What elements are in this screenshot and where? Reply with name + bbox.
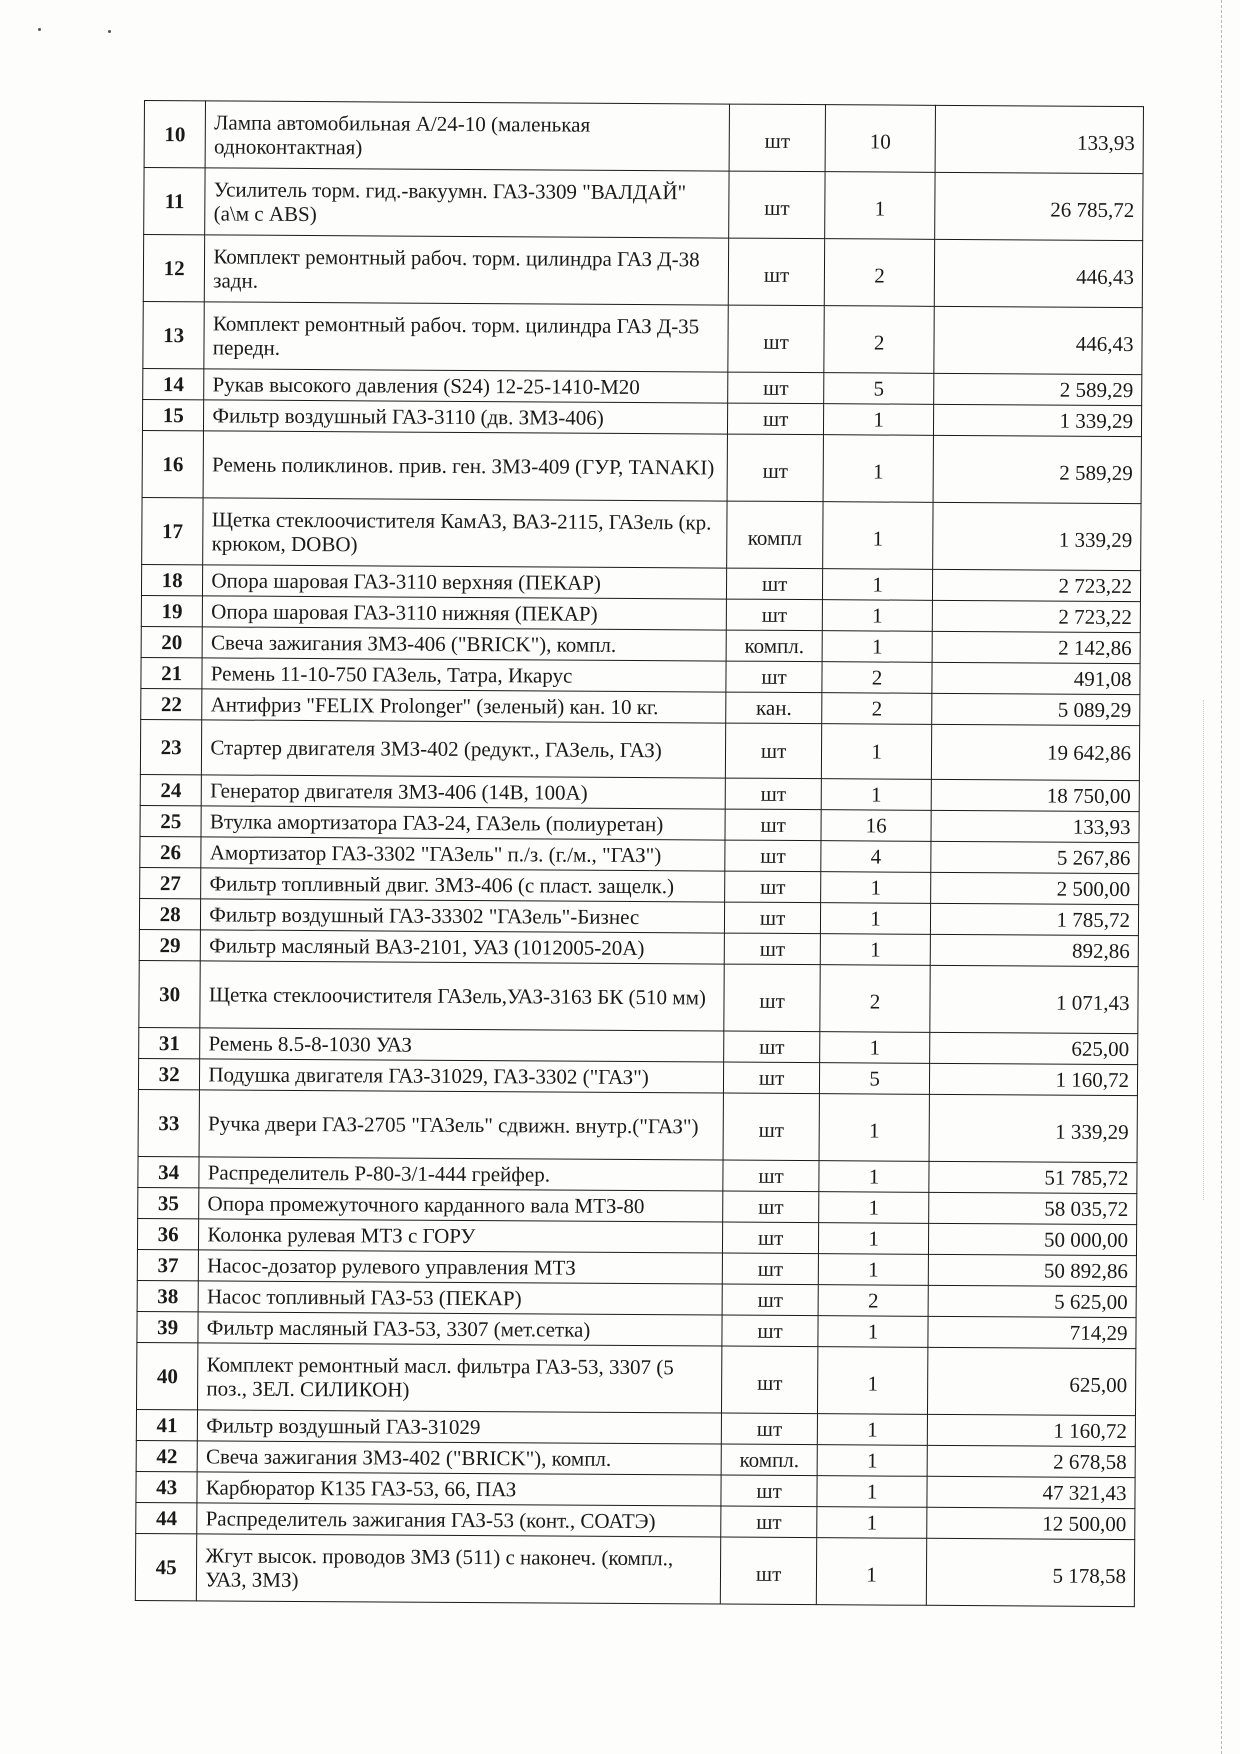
row-number-cell: 23 bbox=[140, 719, 202, 774]
unit-cell: шт bbox=[726, 599, 823, 631]
item-name-cell: Втулка амортизатора ГАЗ-24, ГАЗель (полиуретан) bbox=[201, 806, 725, 840]
item-name-cell: Щетка стеклоочистителя КамАЗ, ВАЗ-2115, ГАЗель (кр. крюком, DOBO) bbox=[203, 498, 727, 568]
item-name-cell: Распределитель зажигания ГАЗ-53 (конт., СОАТЭ) bbox=[197, 1503, 721, 1537]
quantity-cell: 1 bbox=[817, 1507, 927, 1539]
price-cell: 133,93 bbox=[931, 810, 1139, 842]
item-name-cell: Опора шаровая ГАЗ-3110 верхняя (ПЕКАР) bbox=[203, 565, 727, 599]
price-cell: 133,93 bbox=[935, 105, 1144, 173]
item-name-cell: Ремень 8.5-8-1030 УАЗ bbox=[200, 1028, 724, 1062]
quantity-cell: 2 bbox=[822, 662, 932, 694]
price-cell: 446,43 bbox=[934, 306, 1143, 374]
price-cell: 12 500,00 bbox=[927, 1507, 1135, 1539]
unit-cell: шт bbox=[726, 661, 823, 693]
quantity-cell: 16 bbox=[821, 810, 931, 842]
quantity-cell: 1 bbox=[822, 631, 932, 663]
unit-cell: шт bbox=[725, 871, 822, 903]
item-name-cell: Стартер двигателя ЗМЗ-402 (редукт., ГАЗель, ГАЗ) bbox=[202, 720, 726, 778]
row-number-cell: 26 bbox=[140, 836, 202, 867]
row-number-cell: 15 bbox=[142, 399, 204, 430]
parts-table-body bbox=[135, 101, 1143, 1607]
price-cell: 19 642,86 bbox=[931, 724, 1139, 780]
quantity-cell: 1 bbox=[819, 1254, 929, 1286]
row-number-cell: 29 bbox=[139, 929, 201, 960]
quantity-cell: 1 bbox=[817, 1538, 927, 1606]
unit-cell: шт bbox=[724, 1031, 821, 1063]
price-cell: 2 589,29 bbox=[933, 435, 1142, 503]
item-name-cell: Амортизатор ГАЗ-3302 "ГАЗель" п./з. (г./м., "ГАЗ") bbox=[201, 837, 725, 871]
price-cell: 2 723,22 bbox=[932, 600, 1140, 632]
row-number-cell: 17 bbox=[142, 497, 204, 564]
price-cell: 50 892,86 bbox=[928, 1254, 1136, 1286]
price-cell: 714,29 bbox=[928, 1316, 1136, 1348]
item-name-cell: Опора промежуточного карданного вала МТЗ-80 bbox=[199, 1188, 723, 1222]
unit-cell: шт bbox=[725, 809, 822, 841]
quantity-cell: 1 bbox=[819, 1192, 929, 1224]
parts-table bbox=[135, 100, 1144, 1607]
item-name-cell: Фильтр масляный ВАЗ-2101, УАЗ (1012005-20А) bbox=[201, 930, 725, 964]
row-number-cell: 34 bbox=[138, 1156, 200, 1187]
item-name-cell: Фильтр топливный двиг. ЗМЗ-406 (с пласт. защелк.) bbox=[201, 868, 725, 902]
row-number-cell: 27 bbox=[140, 867, 202, 898]
quantity-cell: 1 bbox=[819, 1094, 929, 1162]
row-number-cell: 32 bbox=[138, 1058, 200, 1089]
item-name-cell: Опора шаровая ГАЗ-3110 нижняя (ПЕКАР) bbox=[203, 596, 727, 630]
quantity-cell: 1 bbox=[823, 435, 933, 503]
unit-cell: шт bbox=[725, 778, 822, 810]
row-number-cell: 43 bbox=[136, 1471, 198, 1502]
unit-cell: шт bbox=[729, 171, 826, 239]
row-number-cell: 19 bbox=[141, 595, 203, 626]
item-name-cell: Ручка двери ГАЗ-2705 "ГАЗель" сдвижн. внутр.("ГАЗ") bbox=[199, 1090, 723, 1160]
quantity-cell: 5 bbox=[820, 1063, 930, 1095]
price-cell: 58 035,72 bbox=[928, 1192, 1136, 1224]
unit-cell: шт bbox=[725, 723, 822, 779]
unit-cell: шт bbox=[724, 964, 821, 1032]
unit-cell: компл. bbox=[721, 1444, 818, 1476]
price-cell: 51 785,72 bbox=[929, 1161, 1137, 1193]
unit-cell: шт bbox=[723, 1062, 820, 1094]
item-name-cell: Жгут высок. проводов ЗМЗ (511) с наконеч. (компл., УАЗ, ЗМЗ) bbox=[197, 1534, 721, 1604]
quantity-cell: 1 bbox=[821, 934, 931, 966]
price-cell: 50 000,00 bbox=[928, 1223, 1136, 1255]
row-number-cell: 33 bbox=[138, 1089, 200, 1156]
price-cell: 446,43 bbox=[934, 239, 1143, 307]
price-cell: 1 339,29 bbox=[932, 502, 1141, 570]
row-number-cell: 14 bbox=[143, 368, 205, 399]
quantity-cell: 2 bbox=[820, 965, 930, 1033]
quantity-cell: 1 bbox=[824, 404, 934, 436]
unit-cell: шт bbox=[724, 902, 821, 934]
quantity-cell: 1 bbox=[817, 1476, 927, 1508]
quantity-cell: 1 bbox=[823, 502, 933, 570]
unit-cell: шт bbox=[724, 933, 821, 965]
row-number-cell: 22 bbox=[141, 688, 203, 719]
unit-cell: шт bbox=[728, 238, 825, 306]
price-cell: 2 723,22 bbox=[932, 569, 1140, 601]
quantity-cell: 2 bbox=[822, 693, 932, 725]
table-row bbox=[143, 235, 1142, 308]
price-cell: 1 160,72 bbox=[929, 1063, 1137, 1095]
quantity-cell: 1 bbox=[818, 1316, 928, 1348]
item-name-cell: Колонка рулевая МТЗ с ГОРУ bbox=[199, 1219, 723, 1253]
unit-cell: шт bbox=[721, 1346, 818, 1414]
scan-speck bbox=[108, 30, 111, 33]
item-name-cell: Ремень поликлинов. прив. ген. ЗМЗ-409 (ГУР, TANAKI) bbox=[203, 431, 727, 501]
price-cell: 1 160,72 bbox=[927, 1414, 1135, 1446]
row-number-cell: 45 bbox=[135, 1533, 197, 1600]
row-number-cell: 41 bbox=[136, 1409, 198, 1440]
row-number-cell: 31 bbox=[139, 1027, 201, 1058]
row-number-cell: 42 bbox=[136, 1440, 198, 1471]
unit-cell: шт bbox=[729, 104, 826, 172]
price-cell: 1 071,43 bbox=[930, 965, 1139, 1033]
price-cell: 5 267,86 bbox=[931, 841, 1139, 873]
price-cell: 892,86 bbox=[930, 934, 1138, 966]
row-number-cell: 24 bbox=[140, 774, 202, 805]
unit-cell: шт bbox=[720, 1537, 817, 1605]
unit-cell: шт bbox=[727, 403, 824, 435]
item-name-cell: Насос топливный ГАЗ-53 (ПЕКАР) bbox=[198, 1281, 722, 1315]
row-number-cell: 13 bbox=[143, 301, 205, 368]
row-number-cell: 12 bbox=[143, 235, 205, 302]
item-name-cell: Комплект ремонтный рабоч. торм. цилиндра ГАЗ Д-38 задн. bbox=[205, 235, 729, 305]
price-cell: 5 089,29 bbox=[932, 693, 1140, 725]
price-cell: 2 142,86 bbox=[932, 631, 1140, 663]
unit-cell: шт bbox=[723, 1191, 820, 1223]
row-number-cell: 35 bbox=[138, 1187, 200, 1218]
row-number-cell: 21 bbox=[141, 657, 203, 688]
item-name-cell: Насос-дозатор рулевого управления МТЗ bbox=[199, 1250, 723, 1284]
table-row bbox=[139, 960, 1138, 1033]
item-name-cell: Генератор двигателя ЗМЗ-406 (14В, 100А) bbox=[202, 775, 726, 809]
price-cell: 491,08 bbox=[932, 662, 1140, 694]
unit-cell: шт bbox=[723, 1160, 820, 1192]
item-name-cell: Усилитель торм. гид.-вакуумн. ГАЗ-3309 "ВАЛДАЙ" (а\м с ABS) bbox=[205, 168, 729, 238]
price-cell: 625,00 bbox=[929, 1032, 1137, 1064]
price-cell: 1 339,29 bbox=[929, 1094, 1138, 1162]
item-name-cell: Комплект ремонтный масл. фильтра ГАЗ-53, 3307 (5 поз., ЗЕЛ. СИЛИКОН) bbox=[198, 1343, 722, 1413]
price-cell: 1 785,72 bbox=[930, 903, 1138, 935]
item-name-cell: Комплект ремонтный рабоч. торм. цилиндра ГАЗ Д-35 передн. bbox=[204, 302, 728, 372]
unit-cell: шт bbox=[728, 305, 825, 373]
row-number-cell: 36 bbox=[137, 1218, 199, 1249]
table-row bbox=[140, 719, 1139, 780]
price-cell: 625,00 bbox=[927, 1347, 1136, 1415]
price-cell: 2 589,29 bbox=[933, 373, 1141, 405]
row-number-cell: 39 bbox=[137, 1311, 199, 1342]
quantity-cell: 1 bbox=[823, 569, 933, 601]
quantity-cell: 2 bbox=[825, 239, 935, 307]
item-name-cell: Карбюратор К135 ГАЗ-53, 66, ПАЗ bbox=[197, 1472, 721, 1506]
price-cell: 47 321,43 bbox=[927, 1476, 1135, 1508]
item-name-cell: Фильтр воздушный ГАЗ-3110 (дв. ЗМЗ-406) bbox=[204, 400, 728, 434]
scan-edge-mark-inner bbox=[1203, 700, 1214, 1200]
quantity-cell: 1 bbox=[821, 872, 931, 904]
unit-cell: компл bbox=[727, 501, 824, 569]
item-name-cell: Свеча зажигания ЗМЗ-406 ("BRICK"), компл. bbox=[202, 627, 726, 661]
price-cell: 5 178,58 bbox=[926, 1538, 1135, 1606]
row-number-cell: 38 bbox=[137, 1280, 199, 1311]
unit-cell: шт bbox=[722, 1284, 819, 1316]
quantity-cell: 1 bbox=[825, 172, 935, 240]
item-name-cell: Рукав высокого давления (S24) 12-25-1410-М20 bbox=[204, 369, 728, 403]
scan-speck bbox=[38, 28, 41, 31]
row-number-cell: 40 bbox=[137, 1342, 199, 1409]
item-name-cell: Подушка двигателя ГАЗ-31029, ГАЗ-3302 ("ГАЗ") bbox=[200, 1059, 724, 1093]
row-number-cell: 18 bbox=[141, 564, 203, 595]
price-cell: 2 678,58 bbox=[927, 1445, 1135, 1477]
quantity-cell: 1 bbox=[820, 1032, 930, 1064]
unit-cell: шт bbox=[721, 1413, 818, 1445]
table-row bbox=[137, 1342, 1136, 1415]
item-name-cell: Распределитель Р-80-3/1-444 грейфер. bbox=[199, 1157, 723, 1191]
table-row bbox=[138, 1089, 1137, 1162]
table-row bbox=[135, 1533, 1134, 1606]
unit-cell: шт bbox=[722, 1222, 819, 1254]
quantity-cell: 1 bbox=[818, 1414, 928, 1446]
scan-edge-mark bbox=[1221, 0, 1232, 1754]
unit-cell: шт bbox=[727, 434, 824, 502]
table-row bbox=[143, 301, 1142, 374]
quantity-cell: 4 bbox=[821, 841, 931, 873]
table-row bbox=[144, 168, 1143, 241]
unit-cell: шт bbox=[722, 1315, 819, 1347]
item-name-cell: Фильтр воздушный ГАЗ-33302 "ГАЗель"-Бизнес bbox=[201, 899, 725, 933]
row-number-cell: 44 bbox=[136, 1502, 198, 1533]
row-number-cell: 28 bbox=[139, 898, 201, 929]
price-cell: 26 785,72 bbox=[935, 172, 1144, 240]
quantity-cell: 10 bbox=[825, 105, 935, 173]
quantity-cell: 1 bbox=[823, 600, 933, 632]
unit-cell: шт bbox=[726, 568, 823, 600]
quantity-cell: 1 bbox=[817, 1445, 927, 1477]
quantity-cell: 2 bbox=[818, 1285, 928, 1317]
price-cell: 5 625,00 bbox=[928, 1285, 1136, 1317]
price-cell: 2 500,00 bbox=[930, 872, 1138, 904]
quantity-cell: 5 bbox=[824, 373, 934, 405]
price-cell: 1 339,29 bbox=[933, 404, 1141, 436]
unit-cell: шт bbox=[723, 1093, 820, 1161]
row-number-cell: 30 bbox=[139, 960, 201, 1027]
quantity-cell: 1 bbox=[819, 1161, 929, 1193]
quantity-cell: 1 bbox=[819, 1223, 929, 1255]
quantity-cell: 2 bbox=[824, 306, 934, 374]
quantity-cell: 1 bbox=[822, 724, 932, 780]
item-name-cell: Лампа автомобильная А/24-10 (маленькая одноконтактная) bbox=[205, 101, 729, 171]
item-name-cell: Фильтр масляный ГАЗ-53, 3307 (мет.сетка) bbox=[198, 1312, 722, 1346]
unit-cell: шт bbox=[725, 840, 822, 872]
item-name-cell: Антифриз "FELIX Prolonger" (зеленый) кан. 10 кг. bbox=[202, 689, 726, 723]
item-name-cell: Щетка стеклоочистителя ГАЗель,УАЗ-3163 БК (510 мм) bbox=[200, 961, 724, 1031]
quantity-cell: 1 bbox=[818, 1347, 928, 1415]
quantity-cell: 1 bbox=[821, 903, 931, 935]
unit-cell: шт bbox=[728, 372, 825, 404]
unit-cell: шт bbox=[721, 1475, 818, 1507]
row-number-cell: 11 bbox=[144, 168, 206, 235]
price-cell: 18 750,00 bbox=[931, 779, 1139, 811]
row-number-cell: 20 bbox=[141, 626, 203, 657]
unit-cell: компл. bbox=[726, 630, 823, 662]
row-number-cell: 16 bbox=[142, 430, 204, 497]
unit-cell: шт bbox=[722, 1253, 819, 1285]
table-row bbox=[142, 497, 1141, 570]
quantity-cell: 1 bbox=[821, 779, 931, 811]
row-number-cell: 25 bbox=[140, 805, 202, 836]
unit-cell: шт bbox=[721, 1506, 818, 1538]
unit-cell: кан. bbox=[726, 692, 823, 724]
item-name-cell: Фильтр воздушный ГАЗ-31029 bbox=[198, 1410, 722, 1444]
item-name-cell: Свеча зажигания ЗМЗ-402 ("BRICK"), компл. bbox=[197, 1441, 721, 1475]
table-row bbox=[144, 101, 1143, 174]
row-number-cell: 37 bbox=[137, 1249, 199, 1280]
item-name-cell: Ремень 11-10-750 ГАЗель, Татра, Икарус bbox=[202, 658, 726, 692]
row-number-cell: 10 bbox=[144, 101, 206, 168]
table-row bbox=[142, 430, 1141, 503]
